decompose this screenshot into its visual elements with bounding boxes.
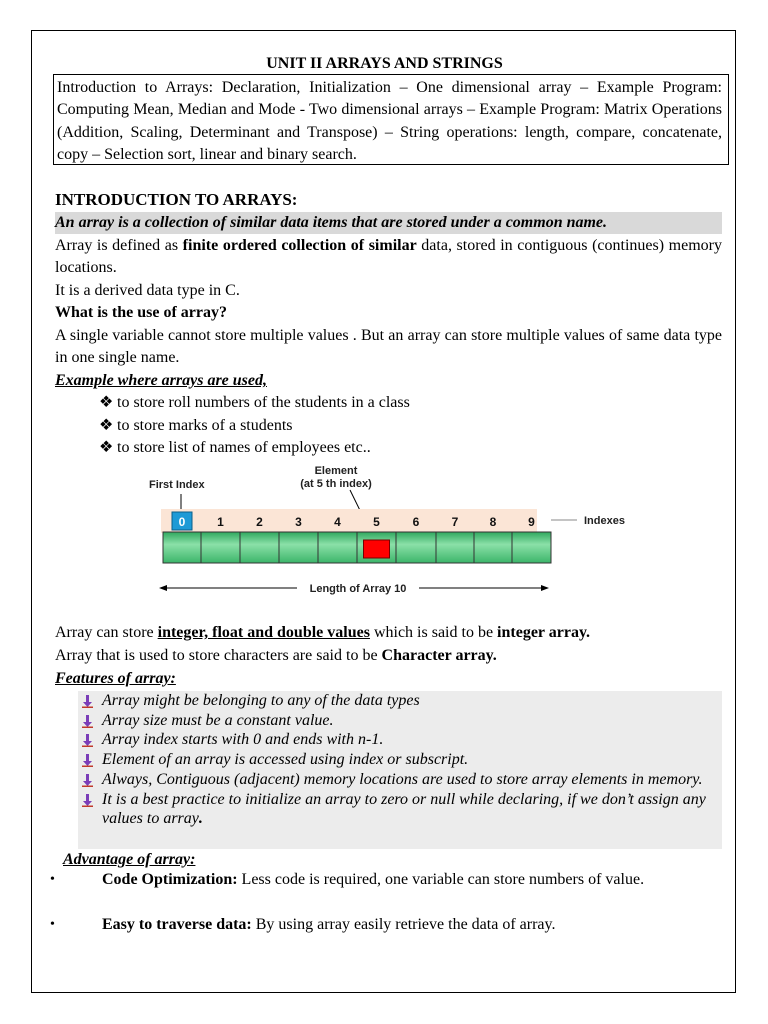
indexes-label: Indexes: [584, 515, 625, 527]
array-cell: [318, 532, 357, 563]
array-cell: [474, 532, 512, 563]
derived-type-text: It is a derived data type in C.: [55, 282, 240, 299]
intro-heading: INTRODUCTION TO ARRAYS:: [55, 190, 298, 209]
index-label: 1: [217, 515, 224, 529]
diamond-bullet-icon: ❖: [99, 416, 114, 434]
list-item: ❖ to store list of names of employees etc..: [99, 437, 410, 460]
list-item: ❖ to store roll numbers of the students in a class: [99, 392, 410, 415]
list-item: It is a best practice to initialize an array to zero or null while declaring, if we don’t assign any values to array.: [78, 790, 722, 829]
list-item: ❖ to store marks of a students: [99, 415, 410, 438]
array-cell: [240, 532, 279, 563]
array-cell: [512, 532, 551, 563]
use-answer: A single variable cannot store multiple values . But an array can store multiple values of same data type in one single name.: [55, 327, 722, 366]
element-label-1: Element: [314, 465, 358, 477]
list-item: Always, Contiguous (adjacent) memory locations are used to store array elements in memory.: [78, 770, 722, 790]
index-label: 5: [373, 515, 380, 529]
array-diagram: [147, 464, 637, 599]
syllabus-box: Introduction to Arrays: Declaration, Initialization – One dimensional array – Example Program: Computing Mean, Median and Mode - Two dimensional arrays – Example Program: Matrix Operations (Addition, Scaling, Determinant and Transpose) – String operations: length, compare, concatenate, copy – Selection sort, linear and binary search.: [53, 74, 729, 165]
index-label: 9: [528, 515, 535, 529]
list-item: Element of an array is accessed using index or subscript.: [78, 750, 722, 770]
features-list: [78, 691, 722, 849]
diamond-bullet-icon: ❖: [99, 394, 114, 411]
example-list: [99, 392, 410, 460]
index-label: 0: [178, 515, 186, 529]
array-cell: [436, 532, 474, 563]
array-definition: Array is defined as finite ordered collection of similar data, stored in contiguous (continues) memory locations.: [55, 237, 722, 276]
index-label: 7: [451, 515, 459, 529]
element-label-2: (at 5 th index): [300, 478, 372, 490]
arrow-left-icon: [159, 585, 167, 591]
character-array-text: Array that is used to store characters are said to be Character array.: [55, 647, 497, 664]
use-question: What is the use of array?: [55, 304, 227, 321]
element-marker: [364, 540, 390, 558]
list-item: Array might be belonging to any of the data types: [78, 691, 722, 711]
array-cell: [396, 532, 436, 563]
highlight-definition: An array is a collection of similar data items that are stored under a common name.: [55, 212, 722, 234]
index-label: 6: [412, 515, 420, 529]
bullet-icon: •: [50, 917, 55, 932]
first-index-label: First Index: [149, 479, 205, 491]
advantage-heading: Advantage of array:: [63, 851, 196, 868]
index-label: 4: [334, 515, 341, 529]
store-types-text: Array can store integer, float and double values which is said to be integer array.: [55, 624, 591, 641]
index-label: 3: [295, 515, 302, 529]
array-cell: [201, 532, 240, 563]
page-title: UNIT II ARRAYS AND STRINGS: [266, 55, 503, 72]
example-heading: Example where arrays are used,: [55, 372, 267, 389]
arrow-right-icon: [541, 585, 549, 591]
down-arrow-bullet-icon: [82, 793, 93, 813]
array-cell: [279, 532, 318, 563]
index-label: 8: [489, 515, 497, 529]
bullet-icon: •: [50, 872, 55, 887]
advantage-item: • Code Optimization: Less code is required, one variable can store numbers of value.: [50, 869, 692, 891]
document-page: [31, 30, 736, 993]
length-label: Length of Array 10: [309, 583, 407, 595]
list-item: Array index starts with 0 and ends with n-1.: [78, 730, 722, 750]
advantage-item: • Easy to traverse data: By using array easily retrieve the data of array.: [50, 914, 710, 936]
diamond-bullet-icon: ❖: [99, 439, 114, 456]
index-label: 2: [256, 515, 263, 529]
features-heading: Features of array:: [55, 670, 176, 687]
array-cell: [163, 532, 201, 563]
list-item: Array size must be a constant value.: [78, 711, 722, 731]
